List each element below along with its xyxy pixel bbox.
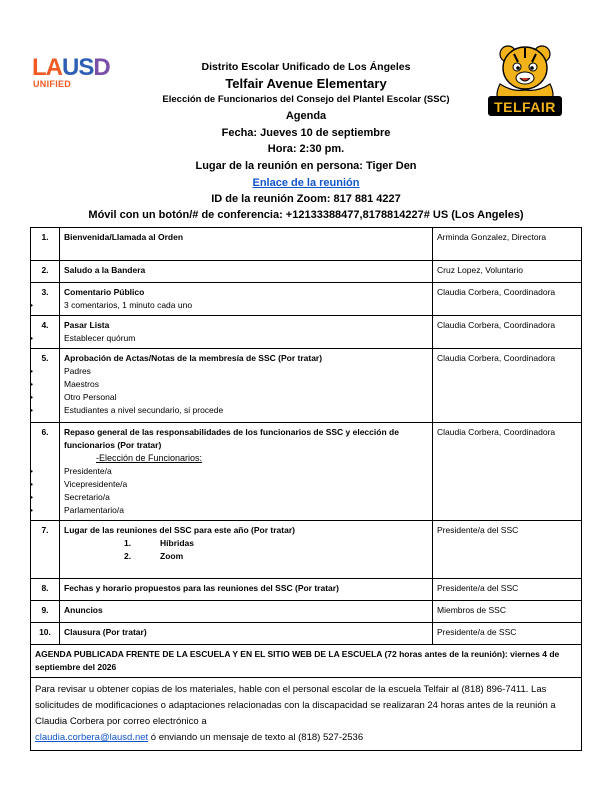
item-title: Bienvenida/Llamada al Orden bbox=[64, 232, 184, 242]
item-bullet: • Vicepresidente/a bbox=[64, 478, 428, 491]
meeting-place: Lugar de la reunión en persona: Tiger Den bbox=[195, 160, 417, 172]
item-responsible: Claudia Corbera, Coordinadora bbox=[433, 316, 582, 349]
item-bullet: • Estudiantes a nivel secundario, si procede bbox=[64, 404, 428, 417]
item-bullet: • Otro Personal bbox=[64, 391, 428, 404]
item-responsible: Claudia Corbera, Coordinadora bbox=[433, 283, 582, 316]
agenda-row-5 bbox=[31, 349, 582, 423]
district-name: Distrito Escolar Unificado de Los Ángeles bbox=[201, 61, 411, 73]
item-bullet: • Maestros bbox=[64, 378, 428, 391]
item-number: 9. bbox=[31, 601, 60, 623]
lausd-logo-letters: LAUSD bbox=[32, 54, 110, 81]
item-responsible: Cruz Lopez, Voluntario bbox=[433, 261, 582, 283]
agenda-table bbox=[30, 227, 582, 751]
lausd-logo-subtitle: UNIFIED bbox=[33, 79, 72, 89]
item-number: 10. bbox=[31, 623, 60, 645]
item-responsible: Claudia Corbera, Coordinadora bbox=[433, 349, 582, 423]
item-bullet: • Establecer quórum bbox=[64, 332, 428, 345]
item-option: 1. Híbridas bbox=[124, 538, 195, 548]
item-title: Lugar de las reuniones del SSC para este año (Por tratar) bbox=[64, 525, 295, 535]
meeting-link[interactable]: Enlace de la reunión bbox=[252, 177, 360, 189]
item-title: Fechas y horario propuestos para las reuniones del SSC (Por tratar) bbox=[64, 583, 339, 593]
telfair-logo-text: TELFAIR bbox=[494, 99, 556, 115]
item-number: 7. bbox=[31, 521, 60, 579]
agenda-row-3 bbox=[31, 283, 582, 316]
item-responsible: Miembros de SSC bbox=[433, 601, 582, 623]
meeting-date: Fecha: Jueves 10 de septiembre bbox=[221, 127, 391, 139]
school-name: Telfair Avenue Elementary bbox=[225, 76, 387, 91]
item-bullet: • Secretario/a bbox=[64, 491, 428, 504]
agenda-row-7 bbox=[31, 521, 582, 579]
item-number: 8. bbox=[31, 579, 60, 601]
agenda-row-9 bbox=[31, 601, 582, 623]
item-option: 2. Zoom bbox=[124, 551, 184, 561]
item-bullet: • Parlamentario/a bbox=[64, 504, 428, 517]
agenda-row-8 bbox=[31, 579, 582, 601]
item-number: 1. bbox=[31, 228, 60, 261]
item-number: 6. bbox=[31, 423, 60, 521]
item-title: Anuncios bbox=[64, 605, 103, 615]
zoom-id: ID de la reunión Zoom: 817 881 4227 bbox=[211, 193, 401, 205]
contact-email-link[interactable]: claudia.corbera@lausd.net bbox=[35, 732, 149, 743]
item-responsible: Arminda Gonzalez, Directora bbox=[433, 228, 582, 261]
item-title: Pasar Lista bbox=[64, 320, 110, 330]
item-bullet: • Presidente/a bbox=[64, 465, 428, 478]
footer-row bbox=[31, 678, 582, 751]
item-title: Aprobación de Actas/Notas de la membresía de SSC (Por tratar) bbox=[64, 353, 323, 363]
item-number: 3. bbox=[31, 283, 60, 316]
election-title: Elección de Funcionarios del Consejo del Plantel Escolar (SSC) bbox=[162, 94, 450, 105]
item-bullet: • 3 comentarios, 1 minuto cada uno bbox=[64, 299, 428, 312]
officer-election-subheading: -Elección de Funcionarios: bbox=[96, 453, 203, 463]
agenda-row-4 bbox=[31, 316, 582, 349]
item-responsible: Presidente/a de SSC bbox=[433, 623, 582, 645]
meeting-time: Hora: 2:30 pm. bbox=[267, 143, 345, 155]
item-responsible: Claudia Corbera, Coordinadora bbox=[433, 423, 582, 521]
item-responsible: Presidente/a del SSC bbox=[433, 521, 582, 579]
item-number: 2. bbox=[31, 261, 60, 283]
item-bullet: • Padres bbox=[64, 365, 428, 378]
agenda-row-1 bbox=[31, 228, 582, 261]
agenda-row-6 bbox=[31, 423, 582, 521]
item-title: Saludo a la Bandera bbox=[64, 265, 146, 275]
item-title: Comentario Público bbox=[64, 287, 145, 297]
posted-note: AGENDA PUBLICADA FRENTE DE LA ESCUELA Y EN EL SITIO WEB DE LA ESCUELA (72 horas antes de la reunión): viernes 4 de septiembre del 2026 bbox=[31, 645, 582, 678]
accommodation-notice: Para revisar u obtener copias de los materiales, hable con el personal escolar de la escuela Telfair al (818) 896-7411. Las solicitudes de modificaciones o adaptaciones relacionadas con la discapacidad se realizaran 24 horas antes de la reunión a Claudia Corbera por correo electrónico a claudia.corbera@lausd.net ó enviando un mensaje de texto al (818) 527-2536 bbox=[31, 678, 582, 751]
posted-note-row bbox=[31, 645, 582, 678]
item-number: 4. bbox=[31, 316, 60, 349]
item-title: Clausura (Por tratar) bbox=[64, 627, 147, 637]
item-number: 5. bbox=[31, 349, 60, 423]
agenda-title: Agenda bbox=[285, 110, 327, 122]
agenda-row-2 bbox=[31, 261, 582, 283]
mobile-dial: Móvil con un botón/# de conferencia: +12133388477,8178814227# US (Los Angeles) bbox=[88, 209, 524, 221]
agenda-row-10 bbox=[31, 623, 582, 645]
item-responsible: Presidente/a del SSC bbox=[433, 579, 582, 601]
item-title: Repaso general de las responsabilidades de los funcionarios de SSC y elección de funcionarios (Por tratar) bbox=[64, 427, 399, 450]
